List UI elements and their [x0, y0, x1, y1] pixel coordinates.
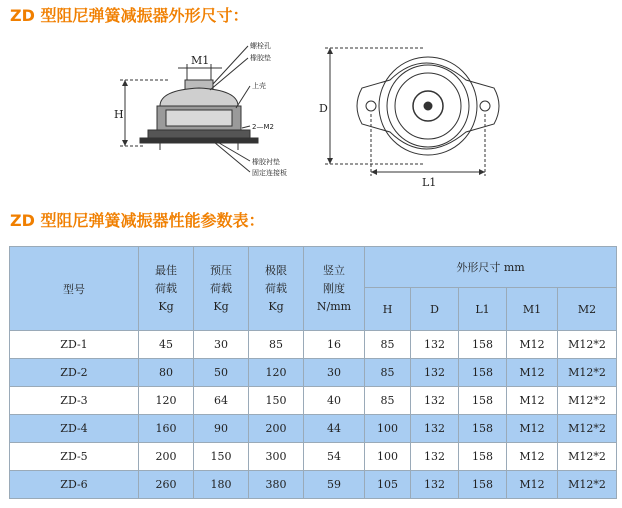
- table-cell: 16: [304, 331, 365, 359]
- parameters-heading: ZD 型阻尼弹簧减振器性能参数表：: [10, 211, 265, 230]
- header-model: 型号: [10, 247, 139, 331]
- table-cell: M12: [507, 331, 558, 359]
- top-view: [325, 48, 499, 176]
- table-row: [10, 415, 617, 443]
- table-cell: 132: [411, 359, 459, 387]
- table-cell: 132: [411, 387, 459, 415]
- callout-fixing-plate: 固定连接板: [252, 169, 287, 177]
- table-row: [10, 471, 617, 499]
- table-cell: 158: [459, 443, 507, 471]
- header-optimal-load: 最佳 荷载 Kg: [139, 247, 194, 331]
- table-cell: 40: [304, 387, 365, 415]
- dim-d: D: [319, 102, 328, 115]
- header-m1: M1: [507, 288, 558, 331]
- table-cell: 300: [249, 443, 304, 471]
- table-cell: M12*2: [558, 415, 617, 443]
- header-d: D: [411, 288, 459, 331]
- table-cell: ZD-2: [10, 359, 139, 387]
- callout-bolt-hole: 螺栓孔: [250, 42, 271, 50]
- table-cell: M12*2: [558, 359, 617, 387]
- table-cell: M12*2: [558, 387, 617, 415]
- table-cell: 132: [411, 331, 459, 359]
- header-preload: 预压 荷载 Kg: [194, 247, 249, 331]
- table-cell: 132: [411, 443, 459, 471]
- table-row: [10, 387, 617, 415]
- table-cell: 59: [304, 471, 365, 499]
- table-cell: 85: [249, 331, 304, 359]
- table-cell: ZD-5: [10, 443, 139, 471]
- table-cell: 100: [365, 415, 411, 443]
- table-cell: M12*2: [558, 471, 617, 499]
- parameters-table: [9, 246, 617, 499]
- table-cell: 80: [139, 359, 194, 387]
- table-cell: 90: [194, 415, 249, 443]
- header-dimensions: 外形尺寸 mm: [365, 247, 617, 288]
- header-m2: M2: [558, 288, 617, 331]
- table-cell: M12*2: [558, 443, 617, 471]
- table-cell: ZD-1: [10, 331, 139, 359]
- table-cell: 45: [139, 331, 194, 359]
- dim-m1: M1: [191, 54, 210, 67]
- header-l1: L1: [459, 288, 507, 331]
- table-cell: 158: [459, 359, 507, 387]
- table-cell: M12: [507, 415, 558, 443]
- table-cell: 30: [194, 331, 249, 359]
- table-cell: 158: [459, 415, 507, 443]
- callout-rubber-pad: 橡胶垫: [250, 54, 271, 62]
- table-cell: 200: [249, 415, 304, 443]
- table-cell: 158: [459, 331, 507, 359]
- table-row: [10, 331, 617, 359]
- table-cell: 30: [304, 359, 365, 387]
- table-cell: 132: [411, 471, 459, 499]
- table-cell: 150: [194, 443, 249, 471]
- table-cell: 150: [249, 387, 304, 415]
- table-cell: 200: [139, 443, 194, 471]
- callout-rubber-lining: 橡胶衬垫: [252, 158, 280, 166]
- table-cell: 180: [194, 471, 249, 499]
- table-body: [10, 331, 617, 499]
- table-cell: 120: [139, 387, 194, 415]
- dimensions-heading: ZD 型阻尼弹簧减振器外形尺寸：: [10, 6, 249, 25]
- table-cell: 85: [365, 331, 411, 359]
- table-cell: 44: [304, 415, 365, 443]
- table-cell: 260: [139, 471, 194, 499]
- table-row: [10, 359, 617, 387]
- table-cell: 132: [411, 415, 459, 443]
- table-cell: 158: [459, 471, 507, 499]
- table-cell: 64: [194, 387, 249, 415]
- table-cell: M12: [507, 443, 558, 471]
- side-view: [120, 46, 258, 172]
- dim-h: H: [114, 108, 124, 121]
- header-vertical-stiffness: 竖立 刚度 N/mm: [304, 247, 365, 331]
- table-cell: 160: [139, 415, 194, 443]
- table-cell: 158: [459, 387, 507, 415]
- dim-l1: L1: [422, 176, 437, 189]
- table-cell: M12: [507, 471, 558, 499]
- callout-2-m2: 2—M2: [252, 123, 274, 131]
- table-cell: 50: [194, 359, 249, 387]
- table-cell: ZD-6: [10, 471, 139, 499]
- callout-upper-shell: 上壳: [252, 82, 266, 90]
- table-cell: 85: [365, 387, 411, 415]
- table-cell: 380: [249, 471, 304, 499]
- table-cell: ZD-4: [10, 415, 139, 443]
- table-cell: M12*2: [558, 331, 617, 359]
- table-cell: 100: [365, 443, 411, 471]
- table-cell: ZD-3: [10, 387, 139, 415]
- table-cell: 105: [365, 471, 411, 499]
- table-cell: 54: [304, 443, 365, 471]
- table-cell: M12: [507, 359, 558, 387]
- vibration-isolator-drawing: [0, 28, 622, 203]
- header-h: H: [365, 288, 411, 331]
- table-row: [10, 443, 617, 471]
- table-cell: 85: [365, 359, 411, 387]
- table-cell: 120: [249, 359, 304, 387]
- table-cell: M12: [507, 387, 558, 415]
- header-limit-load: 极限 荷载 Kg: [249, 247, 304, 331]
